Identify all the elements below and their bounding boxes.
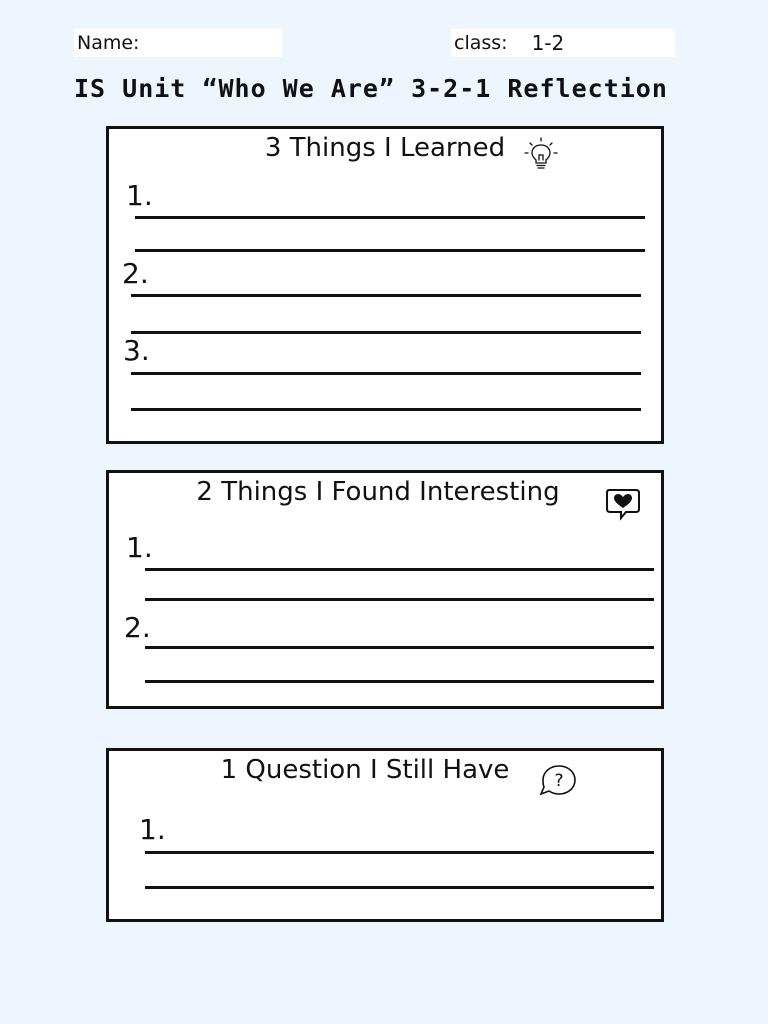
learned-number-3: 3.	[123, 334, 150, 367]
question-heading: 1 Question I Still Have	[220, 755, 510, 785]
learned-answer-line-2b[interactable]	[131, 331, 641, 334]
name-label: Name:	[77, 32, 140, 54]
learned-answer-line-1a[interactable]	[135, 216, 645, 219]
question-answer-line-1b[interactable]	[145, 886, 654, 889]
worksheet-title: IS Unit “Who We Are” 3-2-1 Reflection	[74, 74, 668, 103]
interesting-section	[106, 470, 664, 709]
learned-answer-line-2a[interactable]	[131, 294, 641, 297]
learned-answer-line-3a[interactable]	[131, 372, 641, 375]
question-answer-line-1a[interactable]	[145, 851, 654, 854]
interesting-heading: 2 Things I Found Interesting	[196, 477, 560, 507]
class-field[interactable]	[451, 29, 675, 57]
learned-number-1: 1.	[126, 179, 153, 212]
interesting-number-1: 1.	[126, 531, 153, 564]
interesting-answer-line-1a[interactable]	[145, 568, 654, 571]
class-label: class:	[454, 32, 508, 54]
svg-text:?: ?	[554, 771, 564, 791]
interesting-answer-line-2b[interactable]	[145, 680, 654, 683]
interesting-number-2: 2.	[124, 611, 151, 644]
class-value: 1-2	[531, 31, 565, 55]
interesting-answer-line-1b[interactable]	[145, 598, 654, 601]
question-bubble-icon	[535, 763, 579, 799]
lightbulb-icon	[522, 136, 560, 174]
interesting-answer-line-2a[interactable]	[145, 646, 654, 649]
learned-answer-line-1b[interactable]	[135, 249, 645, 252]
question-number-1: 1.	[139, 813, 166, 846]
heart-speech-bubble-icon	[603, 485, 643, 525]
learned-number-2: 2.	[122, 257, 149, 290]
question-section	[106, 748, 664, 922]
learned-heading: 3 Things I Learned	[264, 133, 506, 163]
learned-section	[106, 126, 664, 444]
learned-answer-line-3b[interactable]	[131, 408, 641, 411]
name-field[interactable]	[74, 29, 282, 57]
